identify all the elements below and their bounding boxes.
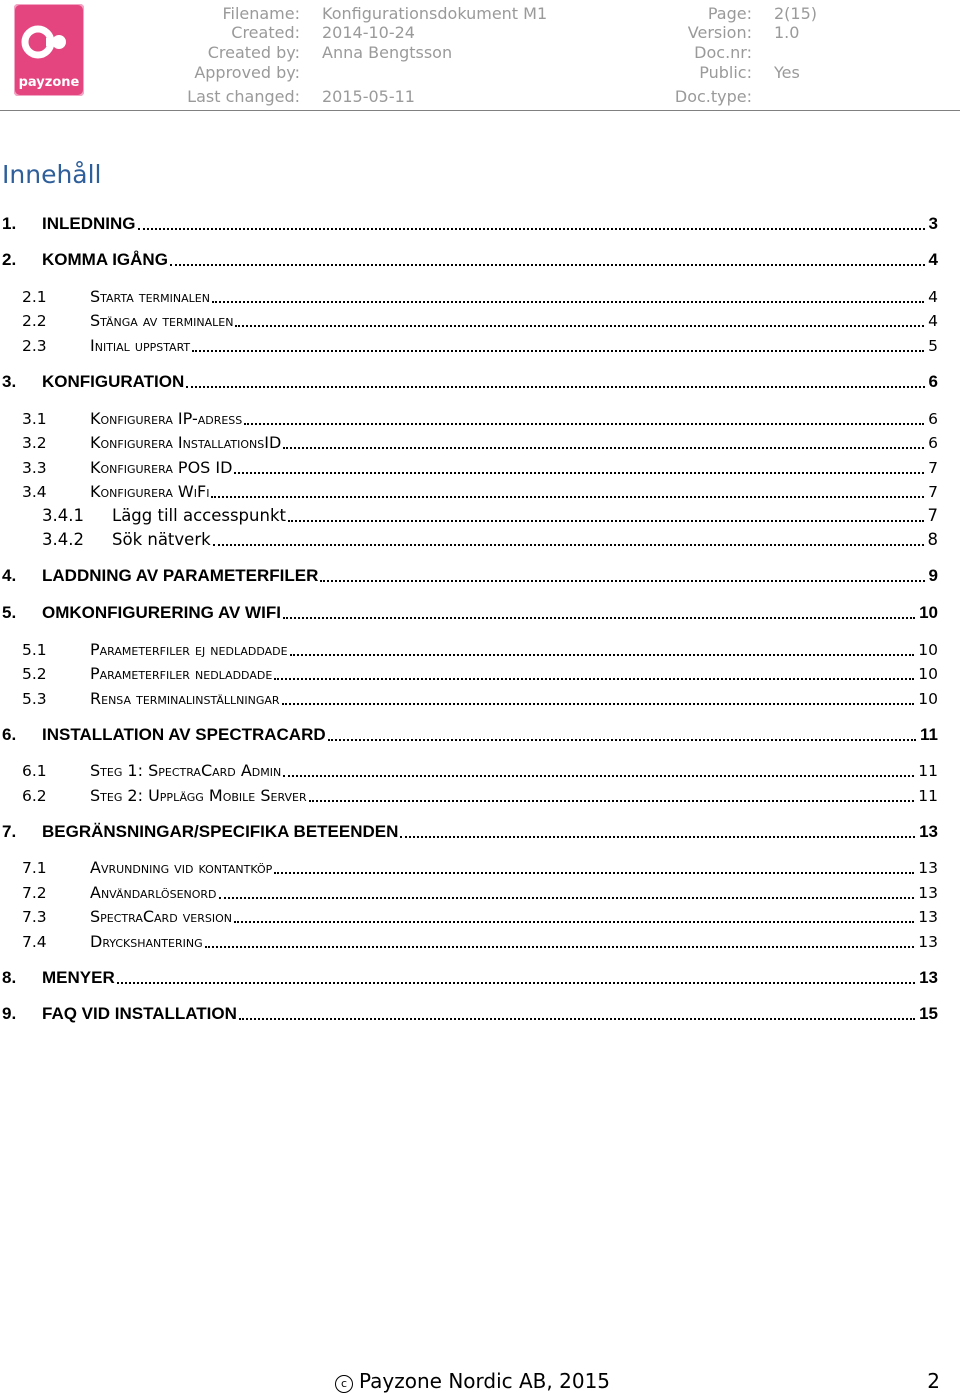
toc-leader-dots: [328, 739, 916, 741]
toc-entry-number: 7.4: [22, 933, 47, 951]
meta-created-by-label: Created by:: [207, 43, 300, 62]
toc-entry-number: 3.4.1: [42, 506, 84, 525]
toc-entry-page: 13: [918, 884, 938, 902]
toc-entry-number: 5.3: [22, 690, 47, 708]
meta-page-value: 2(15): [774, 4, 818, 23]
toc-entry[interactable]: [0, 760, 938, 782]
toc-entry-number: 7.: [2, 822, 17, 841]
toc-entry-number: 9.: [2, 1004, 17, 1023]
toc-entry[interactable]: [0, 213, 938, 235]
toc-entry-number: 7.1: [22, 859, 47, 877]
toc-leader-dots: [283, 617, 915, 619]
toc-entry-label: LADDNING AV PARAMETERFILER: [42, 566, 319, 585]
footer-copyright: [335, 1369, 610, 1393]
toc-leader-dots: [138, 228, 925, 230]
toc-entry[interactable]: [0, 602, 938, 624]
toc-entry-label: Steg 2: Upplägg Mobile Server: [90, 786, 307, 805]
toc-entry-number: 6.: [2, 725, 17, 744]
toc-leader-dots: [234, 472, 924, 474]
toc-entry-page: 13: [918, 933, 938, 951]
toc-entry-page: 10: [918, 665, 938, 683]
toc-entry-page: 4: [928, 288, 938, 306]
toc-entry-number: 8.: [2, 968, 17, 987]
toc-entry-number: 1.: [2, 214, 17, 233]
meta-public-value: Yes: [774, 63, 800, 82]
toc-entry-label: Avrundning vid kontantköp: [90, 858, 273, 877]
toc-entry-page: 10: [918, 690, 938, 708]
toc-entry-number: 3.3: [22, 459, 47, 477]
meta-created-label: Created:: [231, 23, 300, 42]
toc-leader-dots: [212, 301, 924, 303]
toc-entry[interactable]: [0, 457, 938, 479]
toc-entry-page: 7: [927, 506, 938, 525]
toc-leader-dots: [239, 1018, 915, 1020]
toc-leader-dots: [288, 520, 924, 522]
toc-leader-dots: [211, 496, 924, 498]
toc-leader-dots: [283, 775, 914, 777]
toc-entry-label: OMKONFIGURERING AV WIFI: [42, 603, 281, 622]
toc-entry-label: Dryckshantering: [90, 932, 203, 951]
toc-entry-number: 6.1: [22, 762, 47, 780]
toc-entry[interactable]: [0, 249, 938, 271]
toc-entry-label: Parameterfiler ej nedladdade: [90, 640, 288, 659]
toc-entry-page: 6: [928, 372, 938, 391]
toc-entry-page: 6: [928, 410, 938, 428]
toc-entry-number: 5.1: [22, 641, 47, 659]
meta-version-label: Version:: [687, 23, 752, 42]
toc-entry-page: 10: [919, 603, 938, 622]
toc-entry-label: INSTALLATION AV SPECTRACARD: [42, 725, 326, 744]
toc-entry-page: 13: [918, 908, 938, 926]
toc-leader-dots: [309, 800, 914, 802]
toc-entry-number: 5.2: [22, 665, 47, 683]
toc-entry-page: 3: [928, 214, 938, 233]
toc-title: Innehåll: [2, 160, 102, 189]
toc-entry-label: KONFIGURATION: [42, 372, 185, 391]
toc-entry-page: 9: [928, 566, 938, 585]
toc-entry-label: BEGRÄNSNINGAR/SPECIFIKA BETEENDEN: [42, 822, 399, 841]
toc-entry[interactable]: [0, 432, 938, 454]
meta-approved-by-label: Approved by:: [194, 63, 300, 82]
toc-leader-dots: [234, 921, 914, 923]
toc-entry-label: Konfigurera POS ID: [90, 458, 233, 477]
toc-entry[interactable]: [0, 505, 938, 527]
toc-entry-label: KOMMA IGÅNG: [42, 250, 168, 269]
toc-entry-page: 4: [928, 312, 938, 330]
toc-entry[interactable]: [0, 335, 938, 357]
meta-docnr-label: Doc.nr:: [694, 43, 752, 62]
toc-entry-page: 7: [928, 459, 938, 477]
toc-entry-page: 11: [918, 762, 938, 780]
toc-entry-number: 2.2: [22, 312, 47, 330]
toc-entry[interactable]: [0, 882, 938, 904]
toc-entry-label: Konfigurera IP-adress: [90, 409, 243, 428]
meta-last-changed-label: Last changed:: [187, 87, 300, 106]
toc-entry-label: Konfigurera InstallationsID: [90, 433, 282, 452]
toc-leader-dots: [400, 836, 915, 838]
footer-text: Payzone Nordic AB, 2015: [359, 1369, 611, 1393]
toc-leader-dots: [290, 654, 914, 656]
toc-entry-number: 3.4: [22, 483, 47, 501]
toc-entry-page: 4: [928, 250, 938, 269]
meta-page-label: Page:: [707, 4, 752, 23]
toc-entry-label: Rensa terminalinställningar: [90, 689, 280, 708]
toc-entry-label: Initial uppstart: [90, 336, 191, 355]
toc-entry-page: 13: [919, 968, 938, 987]
toc-entry-number: 3.1: [22, 410, 47, 428]
toc-entry[interactable]: [0, 310, 938, 332]
toc-entry[interactable]: [0, 663, 938, 685]
copyright-icon: c: [335, 1375, 353, 1393]
toc-entry-number: 2.1: [22, 288, 47, 306]
toc-entry[interactable]: [0, 286, 938, 308]
meta-filename-label: Filename:: [222, 4, 300, 23]
toc-entry[interactable]: [0, 724, 938, 746]
toc-entry[interactable]: [0, 639, 938, 661]
toc-entry-label: FAQ VID INSTALLATION: [42, 1004, 237, 1023]
meta-created-by-value: Anna Bengtsson: [322, 43, 453, 62]
toc-entry[interactable]: [0, 967, 938, 989]
toc-entry-number: 3.: [2, 372, 17, 391]
toc-entry-page: 6: [928, 434, 938, 452]
toc-leader-dots: [244, 423, 924, 425]
toc-entry-page: 8: [927, 530, 938, 549]
toc-leader-dots: [186, 386, 925, 388]
meta-last-changed-value: 2015-05-11: [322, 87, 415, 106]
toc-entry-number: 6.2: [22, 787, 47, 805]
toc-entry[interactable]: [0, 1003, 938, 1025]
toc-leader-dots: [170, 264, 925, 266]
toc-leader-dots: [320, 580, 925, 582]
toc-leader-dots: [235, 325, 924, 327]
toc-entry[interactable]: [0, 785, 938, 807]
toc-entry-number: 5.: [2, 603, 17, 622]
toc-entry-label: Steg 1: SpectraCard Admin: [90, 761, 282, 780]
meta-version-value: 1.0: [774, 23, 800, 42]
toc-leader-dots: [213, 544, 924, 546]
toc-leader-dots: [219, 897, 914, 899]
toc-entry-number: 7.2: [22, 884, 47, 902]
toc-entry[interactable]: [0, 688, 938, 710]
toc-leader-dots: [274, 678, 914, 680]
toc-entry-page: 5: [928, 337, 938, 355]
toc-entry-page: 11: [918, 787, 938, 805]
toc-entry-label: Parameterfiler nedladdade: [90, 664, 273, 683]
meta-filename-value: Konfigurationsdokument M1: [322, 4, 548, 23]
toc-entry[interactable]: [0, 857, 938, 879]
meta-doctype-label: Doc.type:: [674, 87, 752, 106]
footer-page-number: 2: [927, 1369, 940, 1393]
toc-entry[interactable]: [0, 906, 938, 928]
toc-entry-number: 2.3: [22, 337, 47, 355]
toc-leader-dots: [282, 703, 914, 705]
toc-leader-dots: [283, 447, 924, 449]
toc-leader-dots: [205, 946, 914, 948]
toc-entry-number: 7.3: [22, 908, 47, 926]
toc-entry-page: 7: [928, 483, 938, 501]
toc-leader-dots: [117, 982, 915, 984]
toc-entry-label: Lägg till accesspunkt: [112, 506, 286, 525]
toc-entry-label: SpectraCard version: [90, 907, 232, 926]
toc-entry-page: 11: [920, 725, 938, 744]
toc-entry-page: 13: [919, 822, 938, 841]
toc-entry-label: INLEDNING: [42, 214, 136, 233]
toc-entry-label: Sök nätverk: [112, 530, 211, 549]
logo-wordmark: payzone: [18, 75, 80, 90]
meta-public-label: Public:: [699, 63, 752, 82]
toc-entry-label: Användarlösenord: [90, 883, 217, 902]
toc-leader-dots: [274, 872, 914, 874]
toc-entry[interactable]: [0, 408, 938, 430]
toc-entry-page: 10: [918, 641, 938, 659]
toc-entry[interactable]: [0, 371, 938, 393]
toc-entry[interactable]: [0, 565, 938, 587]
toc-entry-number: 2.: [2, 250, 17, 269]
toc-entry-label: Konfigurera WiFi: [90, 482, 210, 501]
toc-leader-dots: [192, 350, 924, 352]
toc-entry[interactable]: [0, 481, 938, 503]
toc-entry-label: Stänga av terminalen: [90, 311, 234, 330]
meta-created-value: 2014-10-24: [322, 23, 415, 42]
toc-entry-number: 3.4.2: [42, 530, 84, 549]
toc-entry-page: 15: [919, 1004, 938, 1023]
toc-entry-label: MENYER: [42, 968, 115, 987]
header-divider: [0, 110, 960, 111]
toc-entry-number: 3.2: [22, 434, 47, 452]
toc-entry[interactable]: [0, 931, 938, 953]
toc-entry-page: 13: [918, 859, 938, 877]
toc-entry-label: Starta terminalen: [90, 287, 210, 306]
toc-entry[interactable]: [0, 821, 938, 843]
toc-entry[interactable]: [0, 529, 938, 551]
toc-entry-number: 4.: [2, 566, 17, 585]
